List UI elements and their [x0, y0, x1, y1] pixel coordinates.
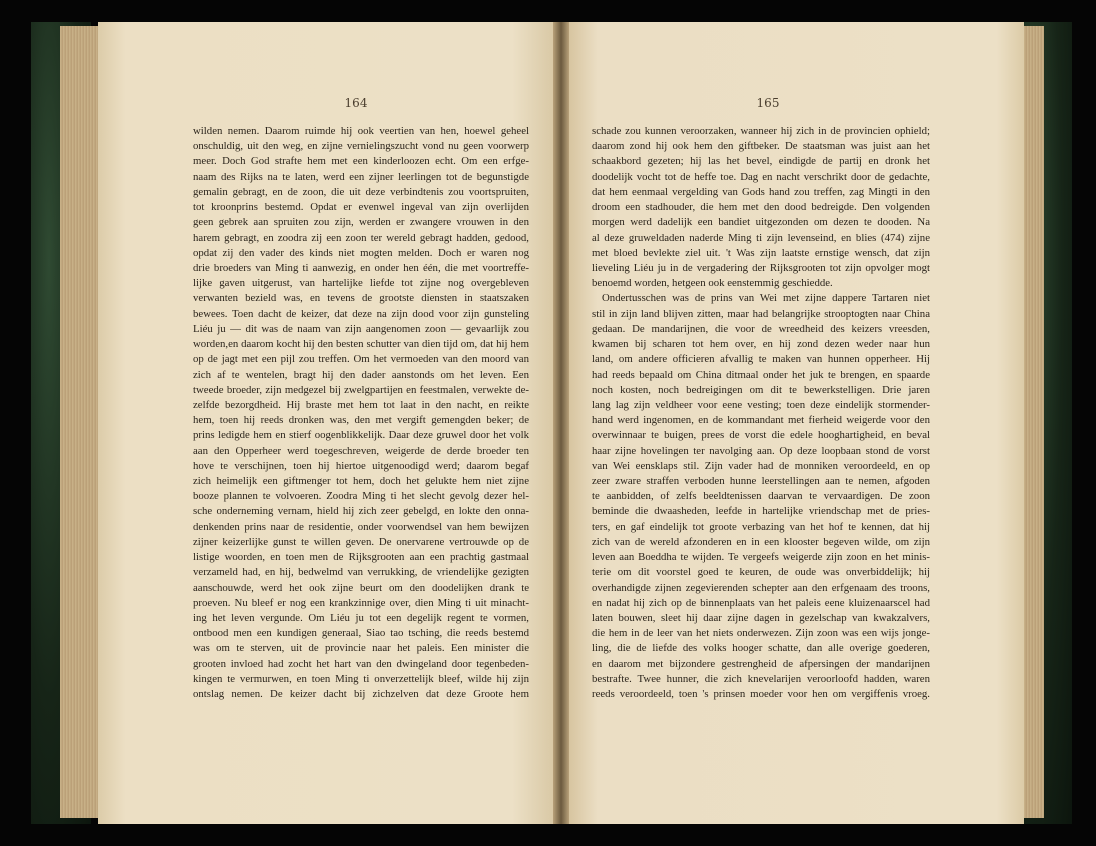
text-line: meer. Doch God strafte hem met een kinderloozen echt. Om een erfge-	[193, 155, 529, 168]
text-line: schaakbord gezeten; hij las het bevel, eindigde de partij en dronk het	[592, 155, 930, 168]
text-line: verzameld had, en hij, bedwelmd van verrukking, de vriendelijke gezigten	[193, 566, 529, 579]
text-line: ters, en gaf eindelijk tot groote verbazing van het hof te kennen, dat hij	[592, 520, 930, 533]
text-line: was om te sterven, uit de provincie naar het paleis. Een minister die	[193, 642, 529, 655]
text-line: reeds veroordeeld, toen 's prinsen moeder voor hen om vergiffenis vroeg.	[592, 688, 930, 701]
text-line: grooten invloed had zocht het hart van den dwingeland door tegenbeden-	[193, 657, 529, 670]
text-line: proeven. Nu bleef er nog een krankzinnige over, dien Ming ti uit minacht-	[193, 596, 529, 609]
text-line: ling, die de liefde des volks hooger schatte, dan alle overige goederen,	[592, 642, 930, 655]
text-line: zelfde bezorgdheid. Hij braste met hem tot laat in den nacht, en reikte	[193, 398, 529, 411]
text-line: en nadat hij zich op de binnenplaats van het paleis eene kluizenaarscel had	[592, 596, 930, 609]
text-line: overhandigde zijnen zegevierenden schepter aan den erfgenaam des troons,	[592, 581, 930, 594]
text-line: stil in zijn land blijven zitten, maar had belangrijke strooptogten naar China	[592, 307, 930, 320]
text-line: zich heimelijk een giftmenger tot hem, doch het gelukte hem niet zijne	[193, 475, 529, 488]
text-line: Ondertusschen was de prins van Wei met zijne dappere Tartaren niet	[602, 292, 930, 305]
text-line: op de jagt met een pijl zou treffen. Om het vermoeden van den moord van	[193, 353, 529, 366]
text-line: met bloed bevlekte ziel uit. 't Was zijn laatste ernstige wensch, dat zijn	[592, 246, 930, 259]
text-line: kingen te vermurwen, en toen Ming ti onverzettelijk bleef, wilde hij zijn	[193, 672, 529, 685]
text-line: beminde die dwaasheden, leefde in hartelijke vriendschap met de pries-	[592, 505, 930, 518]
text-line: worden,en daarom kocht hij den besten schutter van dien tijd om, dat hij hem	[193, 338, 529, 351]
text-line: en daarom met bijzondere gestrengheid de afpersingen der mandarijnen	[592, 657, 930, 670]
text-line: noch kosten, noch bedreigingen om dit te bewerkstelligen. Drie jaren	[592, 383, 930, 396]
text-line: terie om dit voorstel goed te keuren, de oude was onverbiddelijk; hij	[592, 566, 930, 579]
page-number-left: 164	[344, 96, 368, 110]
text-line: kwamen bij scharen tot hem over, en hij zond dezen weder naar hun	[592, 338, 930, 351]
text-line: droom een stadhouder, die hem met den dood bedreigde. Den volgenden	[592, 201, 930, 214]
text-line: ontbood men een kundigen generaal, Siao tao tsching, die reeds bestemd	[193, 627, 529, 640]
text-line: lijke gaven uitgerust, van hartelijke liefde tot zijne nog overgebleven	[193, 277, 529, 290]
text-line: opdat zij den vader des kinds niet mogten melden. Doch er waren nog	[193, 246, 529, 259]
text-line: denkenden prins naar de residentie, onder voorwendsel van hem bewijzen	[193, 520, 529, 533]
text-line: drie broeders van Ming ti aanwezig, en onder hen één, die met voortreffe-	[193, 261, 529, 274]
text-line: laten bouwen, sleet hij daar zijne dagen in gezelschap van kwakzalvers,	[592, 612, 930, 624]
text-line: die hem in de leer van het niets onderwezen. Zijn zoon was een wijs jonge-	[592, 627, 930, 640]
text-line: wilden nemen. Daarom ruimde hij ook veertien van hen, hoewel geheel	[193, 125, 529, 137]
text-line: morgen werd dadelijk een bandiet uitgezonden om dezen te dooden. Na	[592, 216, 930, 229]
text-line: doodelijk vocht tot de heffe toe. Dag en nacht verschrikt door de gedachte,	[592, 170, 930, 183]
text-line: ing het leven vergunde. Om Liéu ju tot een degelijk regent te vormen,	[193, 612, 529, 624]
text-line: zijner keizerlijke gunst te willen geven. De onervarene vertrouwde op de	[193, 535, 529, 548]
text-line: al deze gruweldaden naderde Ming ti zijn levenseind, en blies (474) zijne	[592, 231, 930, 244]
text-line: te aanbidden, of zelfs beeldtenissen daarvan te vervaardigen. De zoon	[592, 490, 930, 503]
page-number-right: 165	[756, 96, 780, 110]
text-line: daarom zond hij ook hem den giftbeker. De staatsman was juist aan het	[592, 140, 930, 153]
text-line: schade zou kunnen veroorzaken, wanneer hij zich in de provincien ophield;	[592, 125, 930, 137]
text-line: zich af te wentelen, bragt hij den dader aanstonds om het leven. Een	[193, 368, 529, 381]
text-line: booze plannen te volvoeren. Zoodra Ming ti het slecht gevolg dezer hel-	[193, 490, 529, 503]
text-line: tweede broeder, zijn medgezel bij zwelgpartijen en feestmalen, verwekte de-	[193, 383, 529, 396]
text-line: aan den Opperheer werd toegeschreven, weigerde de derde broeder ten	[193, 444, 529, 457]
text-line: hand werd ingenomen, en de kommandant met fierheid weigerde voor den	[592, 414, 930, 427]
text-line: benoemd worden, hetgeen ook eenstemmig geschiedde.	[592, 277, 833, 290]
text-line: had reeds bepaald om China ditmaal onder het juk te brengen, en spaarde	[592, 368, 930, 381]
text-line: zeer zware straffen verboden hunne leerstellingen aan te nemen, afgoden	[592, 475, 930, 488]
text-line: sche onderneming vernam, hield hij zich zeer gebelgd, en lokte den onna-	[193, 505, 529, 518]
text-line: haar zijne hovelingen ter navolging aan. Op deze loopbaan stond de vorst	[592, 444, 930, 457]
text-line: harem gebragt, en zoodra zij een zoon ter wereld gebragt hadden, gedood,	[193, 231, 529, 244]
text-line: geen gebrek aan spruiten zou zijn, werden er zwangere vrouwen in den	[193, 216, 529, 229]
text-line: overwinnaar te buigen, prees de vorst die edele hooghartigheid, en beval	[592, 429, 930, 442]
left-page-body-text	[193, 124, 529, 702]
text-line: gedaan. De mandarijnen, die voor de wreedheid des keizers vreesden,	[592, 322, 930, 335]
text-line: zich van de wereld afzonderen en in een klooster begeven wilde, om zijn	[592, 535, 930, 548]
text-line: hove te verschijnen, toen hij hiertoe uitgenoodigd werd; daarom begaf	[193, 459, 529, 472]
text-line: Liéu ju — dit was de naam van zijn aangenomen zoon — gevaarlijk zou	[193, 322, 529, 335]
text-line: listige woorden, en toen men de Rijksgrooten aan een prachtig gastmaal	[193, 551, 529, 564]
text-line: van Wei eensklaps stil. Zijn vader had de monniken veroordeeld, en op	[592, 459, 930, 472]
text-line: verwanten bezield was, en tevens de grootste diensten in staatszaken	[193, 292, 529, 305]
text-line: lang lag zijn veldheer voor eene vesting; toen deze eindelijk stormender-	[592, 398, 930, 411]
text-line: leven aan Boeddha te wijden. Te vergeefs weigerde zijn zoon en het minis-	[592, 551, 930, 564]
text-line: gemalin gebragt, en de zoon, die uit deze verbindtenis zou voortspruiten,	[193, 185, 529, 198]
text-line: bestrafte. Twee hunner, die zich knevelarijen veroorloofd hadden, waren	[592, 672, 930, 685]
text-line: naam des Rijks na te laten, werd een zijner leerlingen tot de begunstigde	[193, 170, 529, 183]
text-line: lieveling Liéu ju in de vergadering der Rijksgrooten tot zijn opvolger mogt	[592, 261, 930, 274]
text-line: ontslag nemen. De keizer dacht bij zichzelven dat deze Groote hem	[193, 688, 529, 701]
text-line: bewees. Toen dacht de keizer, dat deze na zijn dood voor zijn gunsteling	[193, 307, 529, 320]
text-line: onschuldig, uit den weg, en zijne vernielingszucht vond nu geen voorwerp	[193, 140, 529, 153]
text-line: dat hem eenmaal vergelding van Gods hand zou treffen, zag Mingti in den	[592, 185, 930, 198]
book-gutter	[553, 22, 569, 824]
text-line: tot kroonprins bestemd. Opdat er evenwel ingeval van zijn overlijden	[193, 201, 529, 214]
text-line: aanschouwde, werd het ook zijne beurt om den doodelijken drank te	[193, 581, 529, 594]
text-line: land, om andere officieren afvallig te maken van hunnen opperheer. Hij	[592, 353, 930, 366]
right-page-body-text	[592, 124, 930, 702]
text-line: prins ledigde hem en stierf oogenblikkelijk. Daar deze gruwel door het volk	[193, 429, 529, 442]
text-line: hem, toen hij reeds dronken was, den met vergift gemengden beker; de	[193, 414, 529, 427]
